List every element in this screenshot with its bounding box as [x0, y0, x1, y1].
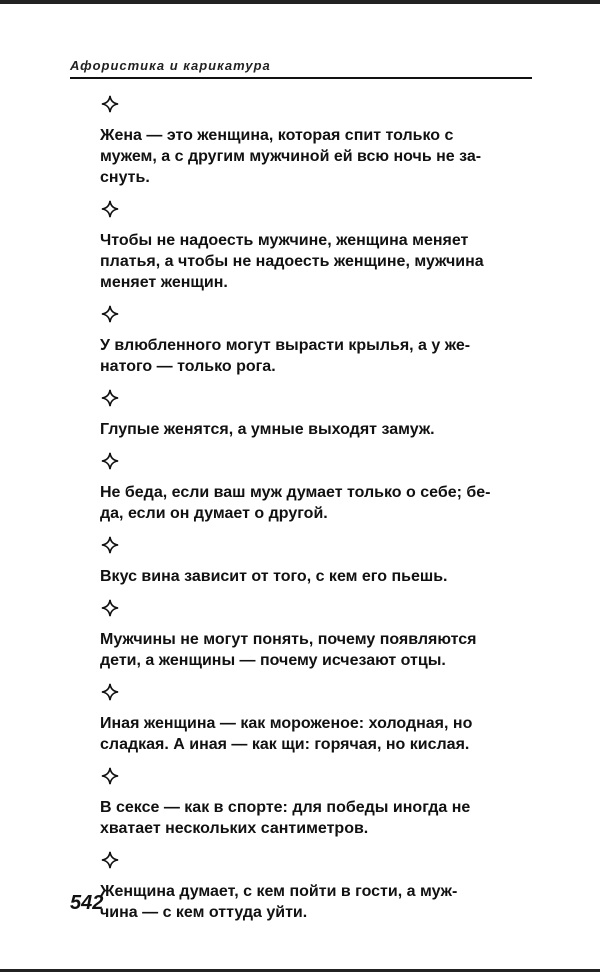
aphorism-list — [100, 95, 530, 935]
aphorism-text — [100, 881, 530, 923]
aphorism-item — [100, 851, 530, 923]
aphorism-line: сладкая. А иная — как щи: горячая, но кислая. — [100, 736, 470, 753]
aphorism-text — [100, 230, 530, 293]
aphorism-line: Иная женщина — как мороженое: холодная, но — [100, 715, 473, 732]
four-point-star-icon — [101, 536, 119, 554]
aphorism-line: платья, а чтобы не надоесть женщине, мужчина — [100, 253, 484, 270]
four-point-star-icon — [101, 683, 119, 701]
aphorism-text — [100, 482, 530, 524]
aphorism-item — [100, 536, 530, 587]
aphorism-item — [100, 452, 530, 524]
aphorism-item — [100, 95, 530, 188]
aphorism-line: хватает нескольких сантиметров. — [100, 820, 369, 837]
four-point-star-icon — [101, 599, 119, 617]
aphorism-item — [100, 683, 530, 755]
aphorism-item — [100, 305, 530, 377]
aphorism-line: Вкус вина зависит от того, с кем его пьешь. — [100, 568, 448, 585]
four-point-star-icon — [101, 305, 119, 323]
top-border — [0, 0, 600, 4]
four-point-star-icon — [101, 200, 119, 218]
aphorism-text — [100, 566, 530, 587]
aphorism-text — [100, 797, 530, 839]
aphorism-item — [100, 767, 530, 839]
aphorism-line: дети, а женщины — почему исчезают отцы. — [100, 652, 446, 669]
aphorism-line: Не беда, если ваш муж думает только о себе; бе- — [100, 484, 491, 501]
aphorism-item — [100, 200, 530, 293]
aphorism-text — [100, 419, 530, 440]
four-point-star-icon — [101, 95, 119, 113]
aphorism-item — [100, 389, 530, 440]
aphorism-line: да, если он думает о другой. — [100, 505, 328, 522]
header-rule — [70, 77, 532, 79]
aphorism-text — [100, 713, 530, 755]
aphorism-line: мужем, а с другим мужчиной ей всю ночь не за- — [100, 148, 482, 165]
aphorism-line: В сексе — как в спорте: для победы иногда не — [100, 799, 471, 816]
aphorism-line: меняет женщин. — [100, 274, 228, 291]
aphorism-line: Чтобы не надоесть мужчине, женщина меняет — [100, 232, 469, 249]
aphorism-text — [100, 629, 530, 671]
aphorism-text — [100, 125, 530, 188]
aphorism-text — [100, 335, 530, 377]
four-point-star-icon — [101, 851, 119, 869]
page-number: 542 — [70, 892, 104, 914]
aphorism-line: У влюбленного могут вырасти крылья, а у же- — [100, 337, 471, 354]
aphorism-line: натого — только рога. — [100, 358, 276, 375]
aphorism-item — [100, 599, 530, 671]
aphorism-line: снуть. — [100, 169, 150, 186]
aphorism-line: Мужчины не могут понять, почему появляются — [100, 631, 477, 648]
aphorism-line: Глупые женятся, а умные выходят замуж. — [100, 421, 435, 438]
four-point-star-icon — [101, 767, 119, 785]
four-point-star-icon — [101, 389, 119, 407]
running-header: Афористика и карикатура — [70, 58, 271, 73]
aphorism-line: Женщина думает, с кем пойти в гости, а муж- — [100, 883, 458, 900]
aphorism-line: чина — с кем оттуда уйти. — [100, 904, 308, 921]
four-point-star-icon — [101, 452, 119, 470]
aphorism-line: Жена — это женщина, которая спит только с — [100, 127, 454, 144]
